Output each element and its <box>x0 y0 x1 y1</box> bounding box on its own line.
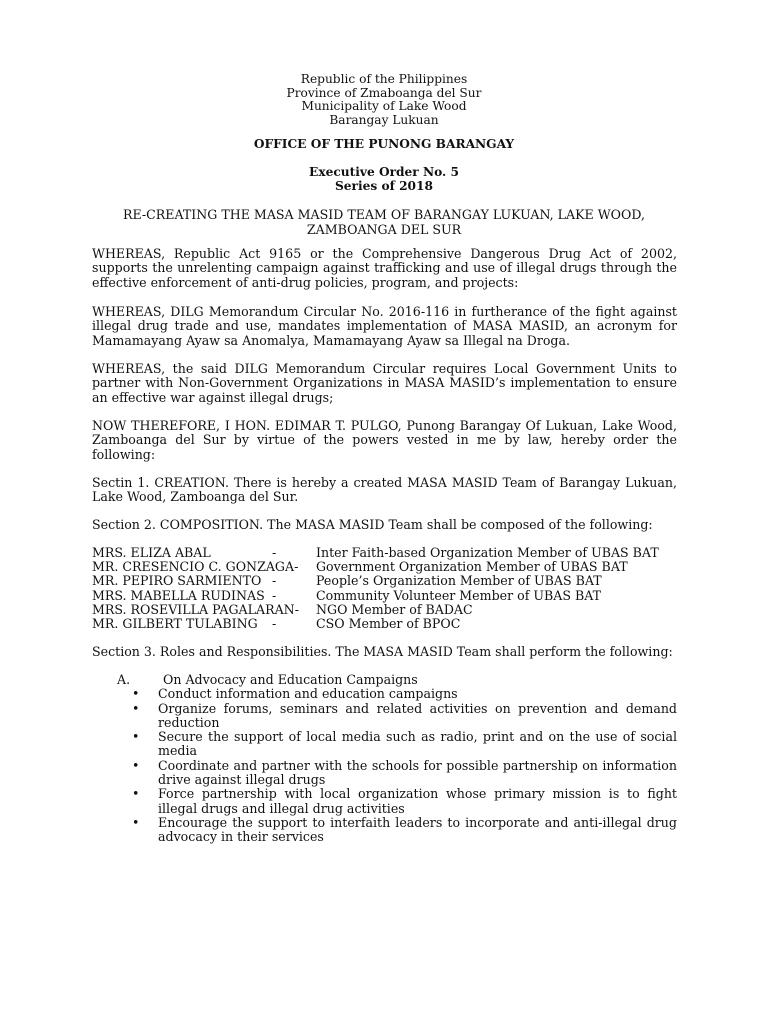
subsection-title: On Advocacy and Education Campaigns <box>163 672 418 687</box>
member-row <box>92 617 682 631</box>
letterhead-barangay: Barangay Lukuan <box>329 112 439 127</box>
list-item-text: Force partnership with local organization whose primary mission is to fight illegal drugs and illegal drug activities <box>158 786 677 816</box>
order-title-line1: RE-CREATING THE MASA MASID TEAM OF BARANGAY LUKUAN, LAKE WOOD, <box>123 207 645 222</box>
order-series: Series of 2018 <box>335 178 433 193</box>
office-heading: OFFICE OF THE PUNONG BARANGAY <box>253 137 515 151</box>
member-role: NGO Member of BADAC <box>316 601 473 617</box>
list-item <box>117 702 677 731</box>
member-role: CSO Member of BPOC <box>316 615 461 631</box>
list-item <box>117 816 677 845</box>
bullet-icon: • <box>132 729 140 745</box>
now-therefore-clause: NOW THEREFORE, I HON. EDIMAR T. PULGO, Punong Barangay Of Lukuan, Lake Wood, Zamboanga del Sur by virtue of the powers vested in me by law, hereby order the following: <box>92 418 677 462</box>
member-role: Community Volunteer Member of UBAS BAT <box>316 587 602 603</box>
list-item-text: Conduct information and education campaigns <box>158 686 458 702</box>
list-item-text: Organize forums, seminars and related activities on prevention and demand reduction <box>158 700 677 730</box>
letterhead <box>0 73 768 127</box>
member-row <box>92 603 682 617</box>
member-role: People’s Organization Member of UBAS BAT <box>316 573 602 589</box>
section-3-subsection-a <box>117 673 677 845</box>
member-list <box>92 546 682 631</box>
member-dash: - <box>272 587 277 603</box>
member-dash: - <box>272 615 277 631</box>
list-item <box>117 787 677 816</box>
member-row <box>92 546 682 560</box>
letterhead-province: Province of Zmaboanga del Sur <box>286 85 482 100</box>
responsibility-list <box>117 687 677 844</box>
order-title-line2: ZAMBOANGA DEL SUR <box>306 222 462 237</box>
member-name: MR. PEPIRO SARMIENTO <box>92 573 262 589</box>
member-row <box>92 589 682 603</box>
member-name: MRS. ROSEVILLA PAGALARAN- <box>92 601 299 617</box>
list-item-text: Secure the support of local media such as radio, print and on the use of social media <box>158 729 677 759</box>
member-name: MRS. MABELLA RUDINAS <box>92 587 265 603</box>
bullet-icon: • <box>132 700 140 716</box>
member-dash: - <box>272 545 277 560</box>
member-name: MR. GILBERT TULABING <box>92 615 258 631</box>
order-title <box>0 207 768 237</box>
letterhead-country: Republic of the Philippines <box>300 72 468 86</box>
bullet-icon: • <box>132 686 140 702</box>
member-role: Inter Faith-based Organization Member of UBAS BAT <box>316 545 659 560</box>
section-2: Section 2. COMPOSITION. The MASA MASID Team shall be composed of the following: <box>92 517 653 532</box>
member-name: MRS. ELIZA ABAL <box>92 545 211 560</box>
letterhead-municipality: Municipality of Lake Wood <box>301 99 467 113</box>
member-row <box>92 560 682 574</box>
list-item <box>117 759 677 788</box>
member-row <box>92 574 682 588</box>
order-heading <box>0 166 768 193</box>
list-item-text: Coordinate and partner with the schools for possible partnership on information drive against illegal drugs <box>158 757 677 788</box>
list-item-text: Encourage the support to interfaith leaders to incorporate and anti-illegal drug advocacy in their services <box>158 814 677 845</box>
list-item <box>117 730 677 759</box>
list-item <box>117 687 677 701</box>
whereas-clause-2: WHEREAS, DILG Memorandum Circular No. 2016-116 in furtherance of the fight against illegal drug trade and use, mandates implementation of MASA MASID, an acronym for Mamamayang Ayaw sa Anomalya, Mamamayang Ayaw sa Illegal na Droga. <box>92 304 677 348</box>
bullet-icon: • <box>132 757 140 773</box>
section-3: Section 3. Roles and Responsibilities. The MASA MASID Team shall perform the following: <box>92 644 673 659</box>
bullet-icon: • <box>132 786 140 802</box>
whereas-clause-3: WHEREAS, the said DILG Memorandum Circular requires Local Government Units to partner with Non-Government Organizations in MASA MASID’s implementation to ensure an effective war against illegal drugs; <box>92 361 677 405</box>
bullet-icon: • <box>132 814 140 830</box>
subsection-letter: A. <box>117 672 131 687</box>
member-role: Government Organization Member of UBAS BAT <box>316 559 628 575</box>
whereas-clause-1: WHEREAS, Republic Act 9165 or the Comprehensive Dangerous Drug Act of 2002, supports the unrelenting campaign against trafficking and use of illegal drugs through the effective enforcement of anti-drug policies, program, and projects: <box>92 246 677 290</box>
member-name: MR. CRESENCIO C. GONZAGA- <box>92 559 299 575</box>
order-number: Executive Order No. 5 <box>309 165 459 179</box>
section-1: Sectin 1. CREATION. There is hereby a created MASA MASID Team of Barangay Lukuan, Lake Wood, Zamboanga del Sur. <box>92 475 677 505</box>
member-dash: - <box>272 573 277 589</box>
subsection-heading <box>117 673 677 687</box>
